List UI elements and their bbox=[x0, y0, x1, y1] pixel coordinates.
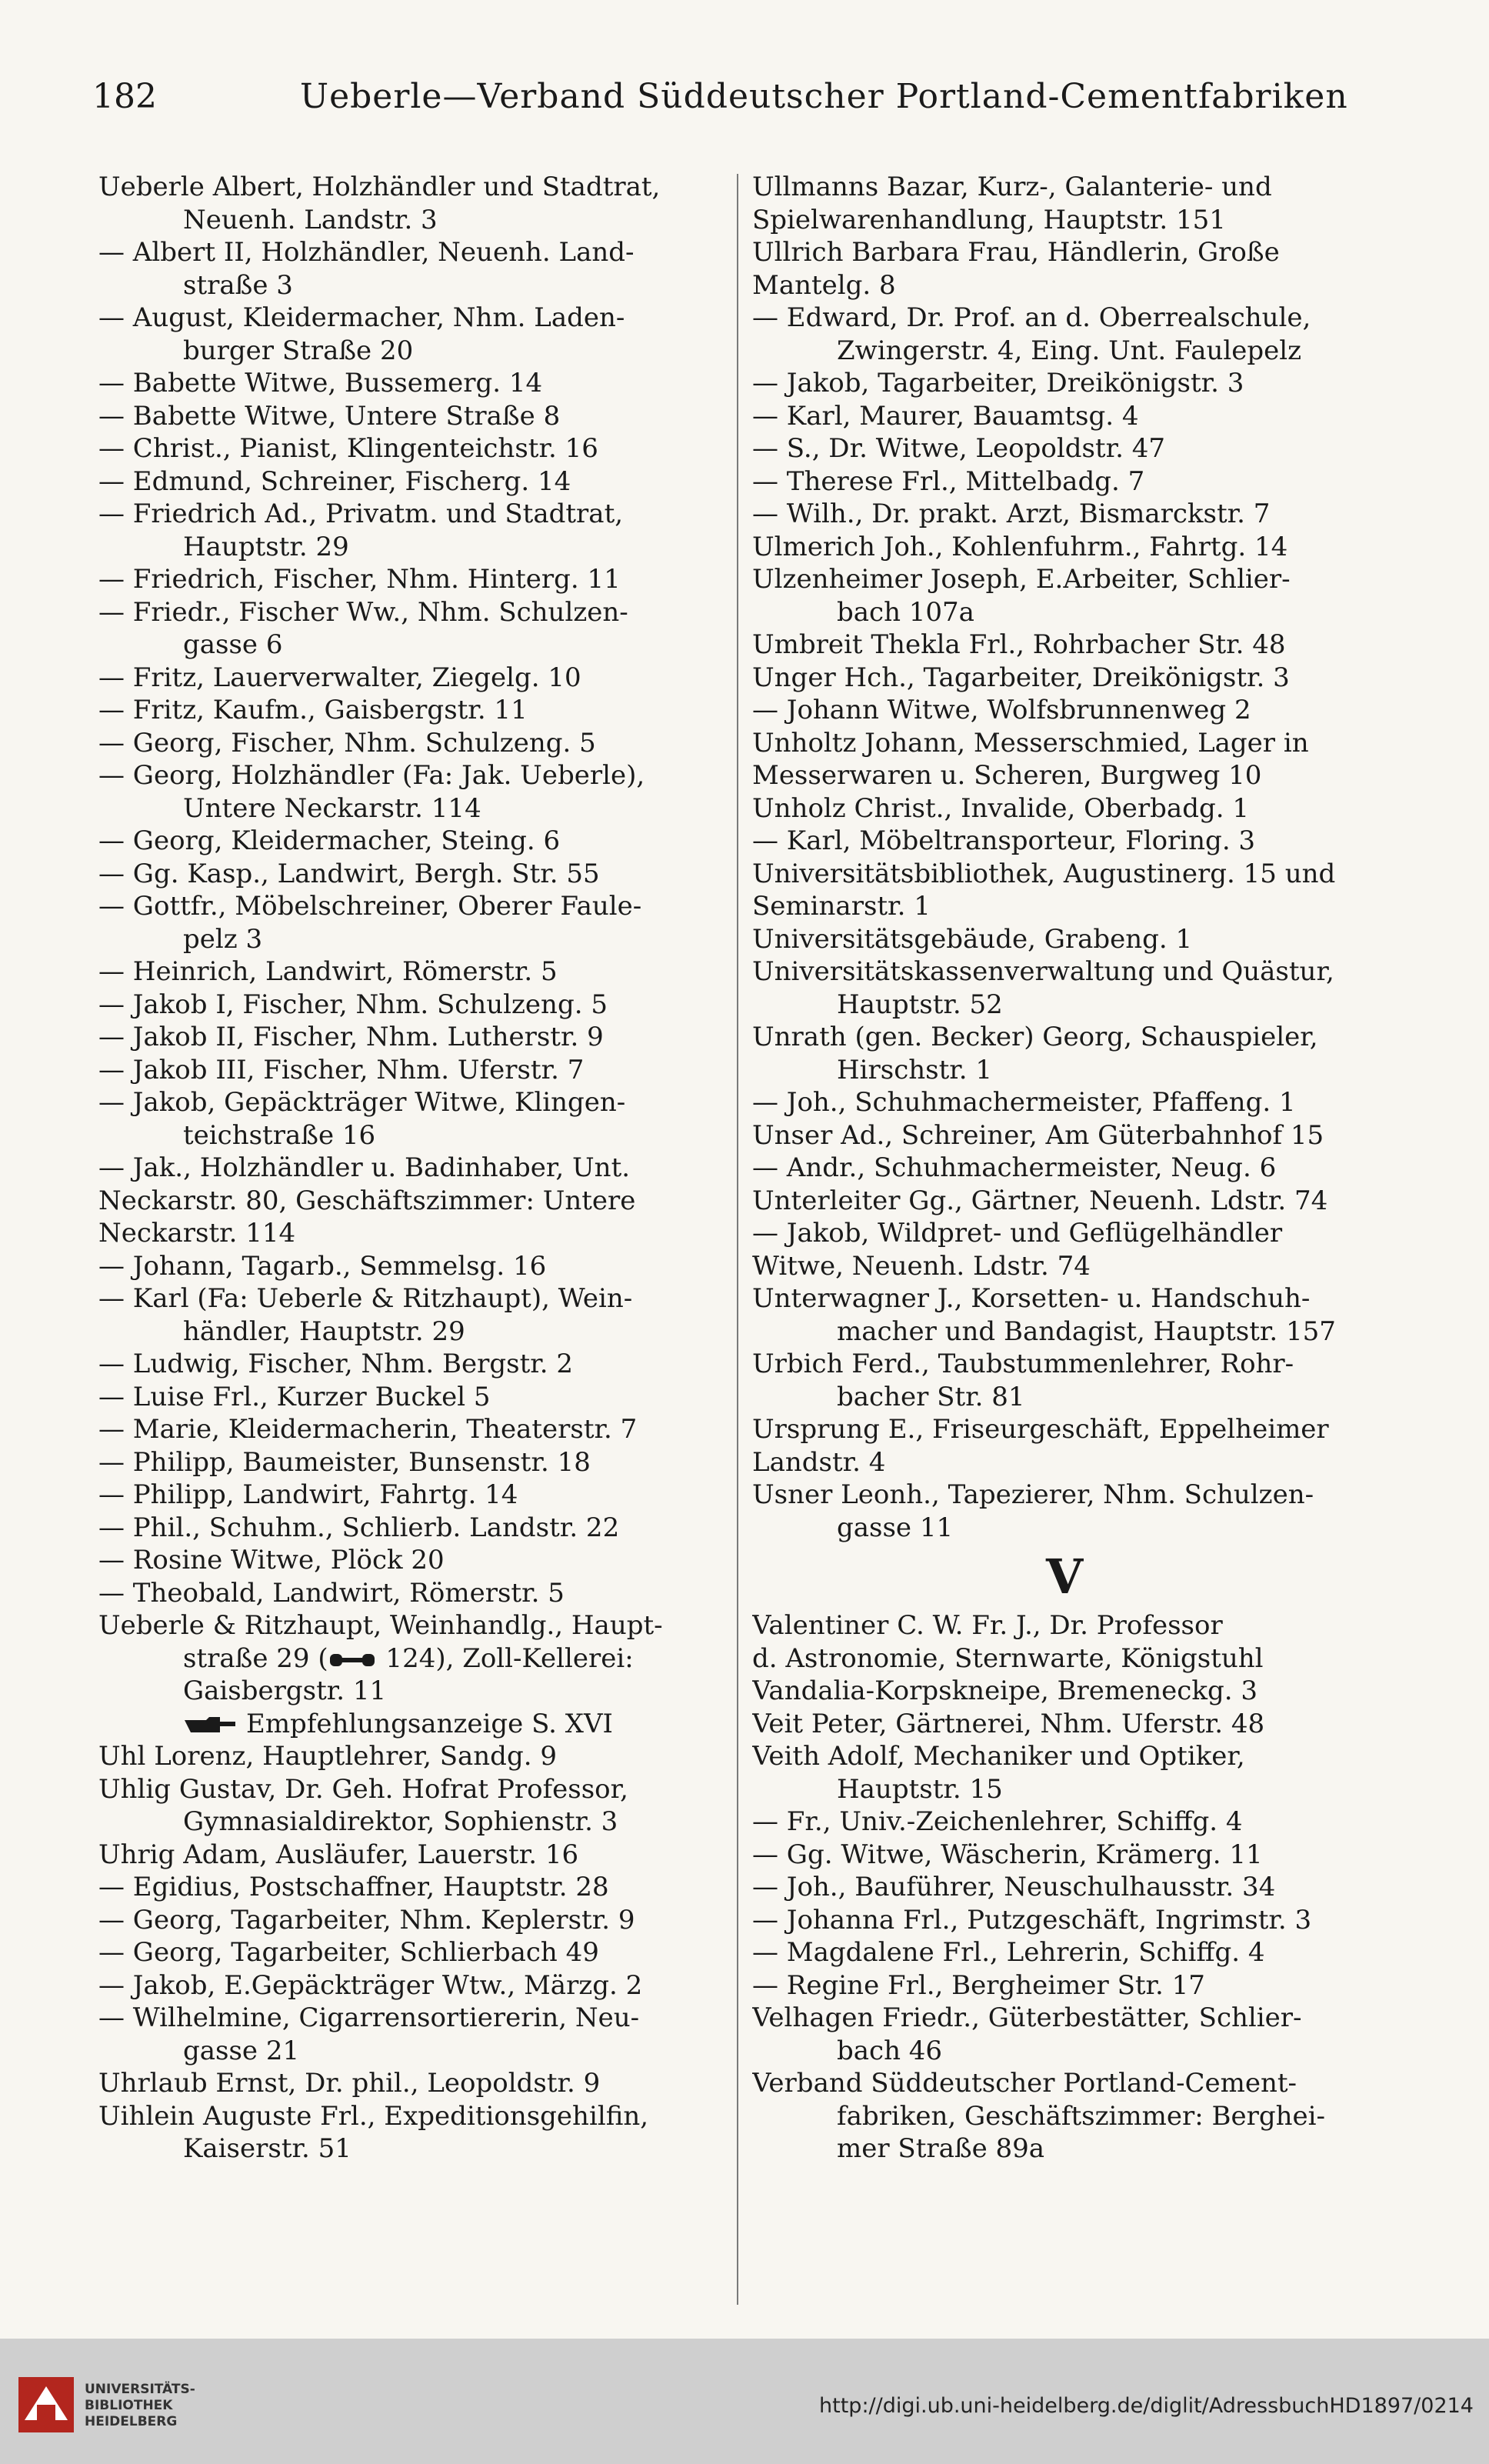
directory-line bbox=[752, 1119, 1377, 1152]
pointing-hand-icon bbox=[183, 1715, 237, 1735]
directory-line-text: — Georg, Tagarbeiter, Schlierbach 49 bbox=[98, 1937, 599, 1968]
directory-line bbox=[752, 498, 1377, 531]
directory-line bbox=[752, 432, 1377, 465]
directory-line-text: Untere Neckarstr. 114 bbox=[183, 792, 481, 824]
directory-line bbox=[98, 923, 729, 956]
directory-line bbox=[752, 1969, 1377, 2002]
directory-line-text: — Magdalene Frl., Lehrerin, Schiffg. 4 bbox=[752, 1937, 1265, 1968]
directory-line bbox=[98, 335, 729, 368]
directory-line-text: gasse 11 bbox=[837, 1512, 954, 1543]
directory-line-text: — Friedrich, Fischer, Nhm. Hinterg. 11 bbox=[98, 564, 621, 595]
directory-line-text: Uhrig Adam, Ausläufer, Lauerstr. 16 bbox=[98, 1839, 579, 1870]
directory-line-text: — Jakob, Wildpret- und Geflügelhändler bbox=[752, 1218, 1283, 1249]
directory-line-text: Unrath (gen. Becker) Georg, Schauspieler, bbox=[752, 1022, 1318, 1052]
directory-line bbox=[752, 236, 1377, 269]
directory-line bbox=[98, 465, 729, 498]
directory-line bbox=[98, 1054, 729, 1087]
directory-line-text: — Egidius, Postschaffner, Hauptstr. 28 bbox=[98, 1872, 609, 1902]
directory-line bbox=[752, 1217, 1377, 1250]
directory-line-text: Urbich Ferd., Taubstummenlehrer, Rohr- bbox=[752, 1349, 1294, 1379]
directory-line-text: Seminarstr. 1 bbox=[752, 891, 931, 922]
directory-line bbox=[98, 1642, 729, 1675]
directory-line bbox=[752, 1185, 1377, 1218]
directory-line-text: — Friedrich Ad., Privatm. und Stadtrat, bbox=[98, 498, 624, 529]
directory-line-text: Spielwarenhandlung, Hauptstr. 151 bbox=[752, 204, 1226, 235]
directory-line-text: Neuenh. Landstr. 3 bbox=[183, 204, 438, 235]
directory-line bbox=[752, 1805, 1377, 1839]
directory-line-text: — Edward, Dr. Prof. an d. Oberrealschule, bbox=[752, 302, 1311, 333]
directory-line-text: — Friedr., Fischer Ww., Nhm. Schulzen- bbox=[98, 596, 628, 628]
directory-line-text: straße 3 bbox=[183, 269, 293, 301]
directory-line bbox=[98, 1512, 729, 1545]
directory-line bbox=[98, 2035, 729, 2068]
directory-line-text: Veith Adolf, Mechaniker und Optiker, bbox=[752, 1741, 1245, 1772]
directory-line-text: — Andr., Schuhmachermeister, Neug. 6 bbox=[752, 1152, 1277, 1183]
directory-line-text: — Joh., Schuhmachermeister, Pfaffeng. 1 bbox=[752, 1087, 1296, 1118]
directory-line bbox=[752, 662, 1377, 695]
directory-line-text: Gaisbergstr. 11 bbox=[183, 1675, 387, 1706]
directory-line bbox=[752, 563, 1377, 596]
directory-line bbox=[752, 1348, 1377, 1381]
directory-line bbox=[98, 302, 729, 335]
directory-line bbox=[752, 1054, 1377, 1087]
column-divider bbox=[737, 174, 738, 2305]
directory-line bbox=[98, 1250, 729, 1283]
directory-line-text: — Johann, Tagarb., Semmelsg. 16 bbox=[98, 1250, 547, 1282]
directory-line-text: — Gg. Witwe, Wäscherin, Krämerg. 11 bbox=[752, 1839, 1263, 1870]
directory-line bbox=[98, 1348, 729, 1381]
source-url-link[interactable]: http://digi.ub.uni-heidelberg.de/diglit/AdressbuchHD1897/0214 bbox=[819, 2394, 1474, 2418]
directory-line bbox=[98, 432, 729, 465]
directory-line-text: — Johanna Frl., Putzgeschäft, Ingrimstr. 3 bbox=[752, 1904, 1312, 1936]
directory-line bbox=[752, 1152, 1377, 1185]
directory-line bbox=[98, 1805, 729, 1839]
directory-line bbox=[98, 2100, 729, 2133]
directory-line-text: — Therese Frl., Mittelbadg. 7 bbox=[752, 465, 1145, 497]
directory-line-text: Gymnasialdirektor, Sophienstr. 3 bbox=[183, 1806, 618, 1837]
directory-line-text: Witwe, Neuenh. Ldstr. 74 bbox=[752, 1250, 1091, 1282]
directory-line-text: Ulmerich Joh., Kohlenfuhrm., Fahrtg. 14 bbox=[752, 531, 1288, 562]
directory-line bbox=[752, 1675, 1377, 1708]
directory-line-text: — Fritz, Kaufm., Gaisbergstr. 11 bbox=[98, 695, 528, 725]
directory-line-text: — Jakob, Tagarbeiter, Dreikönigstr. 3 bbox=[752, 368, 1244, 398]
library-logo-icon bbox=[15, 2374, 77, 2436]
phone-entry-suffix: 124), Zoll-Kellerei: bbox=[377, 1642, 634, 1674]
directory-line bbox=[752, 825, 1377, 858]
directory-line-text: händler, Hauptstr. 29 bbox=[183, 1315, 465, 1347]
directory-line-text: Unterleiter Gg., Gärtner, Neuenh. Ldstr. 74 bbox=[752, 1185, 1328, 1216]
directory-line bbox=[98, 1381, 729, 1414]
right-column bbox=[752, 171, 1377, 2166]
directory-line-text: Velhagen Friedr., Güterbestätter, Schlier- bbox=[752, 2002, 1302, 2033]
directory-line bbox=[98, 1021, 729, 1054]
directory-line bbox=[98, 236, 729, 269]
directory-line-text: gasse 21 bbox=[183, 2035, 300, 2066]
running-head: Ueberle—Verband Süddeutscher Portland-Cementfabriken bbox=[300, 77, 1348, 116]
directory-line bbox=[752, 694, 1377, 727]
directory-line-text: gasse 6 bbox=[183, 629, 283, 660]
directory-line-text: Uhl Lorenz, Hauptlehrer, Sandg. 9 bbox=[98, 1741, 557, 1772]
directory-line bbox=[98, 204, 729, 237]
directory-line bbox=[98, 531, 729, 564]
directory-line bbox=[98, 1479, 729, 1512]
directory-line-text: — Georg, Kleidermacher, Steing. 6 bbox=[98, 825, 561, 856]
directory-line-text: — Jakob, E.Gepäckträger Wtw., Märzg. 2 bbox=[98, 1969, 643, 2001]
directory-line bbox=[98, 400, 729, 433]
directory-line bbox=[752, 1708, 1377, 1741]
directory-line-text: — Georg, Tagarbeiter, Nhm. Keplerstr. 9 bbox=[98, 1904, 635, 1936]
directory-line-text: Mantelg. 8 bbox=[752, 269, 896, 301]
directory-line-text: burger Straße 20 bbox=[183, 335, 414, 366]
directory-line bbox=[98, 1773, 729, 1806]
directory-line-text: — Edmund, Schreiner, Fischerg. 14 bbox=[98, 465, 571, 497]
directory-line bbox=[752, 923, 1377, 956]
directory-line-text: — Joh., Bauführer, Neuschulhausstr. 34 bbox=[752, 1872, 1276, 1902]
directory-line bbox=[98, 989, 729, 1022]
directory-line-text: Empfehlungsanzeige S. XVI bbox=[246, 1708, 613, 1739]
directory-line bbox=[98, 1609, 729, 1642]
directory-line bbox=[752, 955, 1377, 989]
directory-line-text: — Fr., Univ.-Zeichenlehrer, Schiffg. 4 bbox=[752, 1806, 1243, 1837]
directory-line-text: Unger Hch., Tagarbeiter, Dreikönigstr. 3 bbox=[752, 662, 1290, 693]
directory-line bbox=[752, 1740, 1377, 1773]
directory-line bbox=[98, 629, 729, 662]
directory-line bbox=[752, 2132, 1377, 2166]
directory-line-text: Unholz Christ., Invalide, Oberbadg. 1 bbox=[752, 792, 1249, 824]
directory-line bbox=[98, 2002, 729, 2035]
directory-line bbox=[752, 302, 1377, 335]
directory-line-text: Zwingerstr. 4, Eing. Unt. Faulepelz bbox=[837, 335, 1302, 366]
directory-line bbox=[752, 1413, 1377, 1446]
left-column bbox=[98, 171, 729, 2166]
directory-line-text: — Ludwig, Fischer, Nhm. Bergstr. 2 bbox=[98, 1349, 574, 1379]
directory-line-text: — Jak., Holzhändler u. Badinhaber, Unt. bbox=[98, 1152, 631, 1183]
directory-line-text: macher und Bandagist, Hauptstr. 157 bbox=[837, 1315, 1336, 1347]
directory-line bbox=[752, 1250, 1377, 1283]
directory-line-text: Uhlig Gustav, Dr. Geh. Hofrat Professor, bbox=[98, 1773, 628, 1805]
directory-line-text: — Karl, Möbeltransporteur, Floring. 3 bbox=[752, 825, 1256, 856]
directory-line-text: Hirschstr. 1 bbox=[837, 1054, 993, 1085]
footer-bar bbox=[0, 2339, 1489, 2464]
directory-line-text: — Fritz, Lauerverwalter, Ziegelg. 10 bbox=[98, 662, 581, 693]
directory-line bbox=[98, 1969, 729, 2002]
directory-line bbox=[98, 563, 729, 596]
directory-line bbox=[98, 498, 729, 531]
directory-line bbox=[752, 400, 1377, 433]
directory-line-text: — Jakob, Gepäckträger Witwe, Klingen- bbox=[98, 1087, 626, 1118]
directory-line-text: — Jakob I, Fischer, Nhm. Schulzeng. 5 bbox=[98, 989, 608, 1020]
directory-line bbox=[98, 171, 729, 204]
directory-line-text: Universitätskassenverwaltung und Quästur, bbox=[752, 956, 1334, 987]
directory-line bbox=[98, 955, 729, 989]
directory-line-text: — Babette Witwe, Untere Straße 8 bbox=[98, 400, 561, 432]
directory-line-text: — Rosine Witwe, Plöck 20 bbox=[98, 1545, 445, 1575]
directory-line bbox=[752, 858, 1377, 891]
directory-line bbox=[752, 1446, 1377, 1479]
directory-line-text: Neckarstr. 114 bbox=[98, 1218, 296, 1249]
directory-line-text: — Phil., Schuhm., Schlierb. Landstr. 22 bbox=[98, 1512, 620, 1543]
directory-line bbox=[752, 1021, 1377, 1054]
telephone-icon bbox=[328, 1651, 378, 1669]
directory-line-text: Messerwaren u. Scheren, Burgweg 10 bbox=[752, 760, 1262, 791]
page-header bbox=[92, 77, 1446, 123]
directory-line bbox=[752, 367, 1377, 400]
directory-line-text: — Karl (Fa: Ueberle & Ritzhaupt), Wein- bbox=[98, 1283, 633, 1314]
directory-line bbox=[752, 596, 1377, 629]
directory-line bbox=[98, 792, 729, 825]
directory-line-text: — Wilhelmine, Cigarrensortiererin, Neu- bbox=[98, 2002, 640, 2033]
directory-line-text: — Philipp, Baumeister, Bunsenstr. 18 bbox=[98, 1446, 591, 1478]
directory-line bbox=[98, 1086, 729, 1119]
directory-line-text: d. Astronomie, Sternwarte, Königstuhl bbox=[752, 1642, 1264, 1674]
directory-line-text: — Wilh., Dr. prakt. Arzt, Bismarckstr. 7 bbox=[752, 498, 1271, 529]
directory-line-text: Landstr. 4 bbox=[752, 1446, 886, 1478]
directory-line bbox=[752, 727, 1377, 760]
directory-line-text: — Philipp, Landwirt, Fahrtg. 14 bbox=[98, 1479, 518, 1510]
directory-line bbox=[752, 1282, 1377, 1315]
directory-line-text: Uihlein Auguste Frl., Expeditionsgehilfin, bbox=[98, 2100, 649, 2132]
directory-line-text: Kaiserstr. 51 bbox=[183, 2133, 351, 2164]
library-name: UNIVERSITÄTS- BIBLIOTHEK HEIDELBERG bbox=[85, 2382, 195, 2429]
directory-line-text: Uhrlaub Ernst, Dr. phil., Leopoldstr. 9 bbox=[98, 2068, 601, 2099]
directory-line bbox=[98, 1936, 729, 1969]
directory-line bbox=[98, 1446, 729, 1479]
directory-line-text: bach 46 bbox=[837, 2035, 943, 2066]
directory-line-text: — August, Kleidermacher, Nhm. Laden- bbox=[98, 302, 625, 333]
directory-line bbox=[98, 1740, 729, 1773]
directory-line-text: — Gg. Kasp., Landwirt, Bergh. Str. 55 bbox=[98, 858, 600, 889]
directory-line bbox=[752, 1512, 1377, 1545]
directory-line-text: — Jakob III, Fischer, Nhm. Uferstr. 7 bbox=[98, 1054, 585, 1085]
directory-line-text: Neckarstr. 80, Geschäftszimmer: Untere bbox=[98, 1185, 636, 1216]
directory-line bbox=[752, 890, 1377, 923]
directory-line-text: Unholtz Johann, Messerschmied, Lager in bbox=[752, 727, 1309, 759]
directory-line bbox=[98, 1119, 729, 1152]
directory-line-text: — Gottfr., Möbelschreiner, Oberer Faule- bbox=[98, 891, 642, 922]
directory-line-text: fabriken, Geschäftszimmer: Berghei- bbox=[837, 2100, 1326, 2132]
page-number: 182 bbox=[92, 77, 157, 116]
directory-line-text: Ullrich Barbara Frau, Händlerin, Große bbox=[752, 237, 1280, 268]
directory-line-text: — Theobald, Landwirt, Römerstr. 5 bbox=[98, 1577, 565, 1609]
directory-line-text: Unterwagner J., Korsetten- u. Handschuh- bbox=[752, 1283, 1311, 1314]
directory-line-text: Usner Leonh., Tapezierer, Nhm. Schulzen- bbox=[752, 1479, 1314, 1510]
directory-line bbox=[752, 335, 1377, 368]
directory-line-text: Universitätsgebäude, Grabeng. 1 bbox=[752, 923, 1193, 955]
directory-line-text: Hauptstr. 52 bbox=[837, 989, 1003, 1020]
directory-line bbox=[98, 1152, 729, 1185]
directory-line bbox=[752, 2067, 1377, 2100]
directory-line bbox=[98, 2067, 729, 2100]
directory-line bbox=[98, 1185, 729, 1218]
directory-line-text: Umbreit Thekla Frl., Rohrbacher Str. 48 bbox=[752, 629, 1286, 660]
directory-line bbox=[98, 694, 729, 727]
directory-line bbox=[752, 465, 1377, 498]
directory-line bbox=[98, 1577, 729, 1610]
directory-line bbox=[98, 367, 729, 400]
directory-line-text: Ursprung E., Friseurgeschäft, Eppelheimer bbox=[752, 1414, 1329, 1445]
directory-line-text: V bbox=[1045, 1549, 1084, 1605]
directory-line-text: Ueberle Albert, Holzhändler und Stadtrat, bbox=[98, 172, 661, 202]
directory-line bbox=[98, 1904, 729, 1937]
directory-line-text: Veit Peter, Gärtnerei, Nhm. Uferstr. 48 bbox=[752, 1708, 1265, 1739]
directory-line bbox=[98, 596, 729, 629]
directory-line bbox=[752, 1086, 1377, 1119]
directory-line bbox=[98, 858, 729, 891]
directory-line bbox=[98, 269, 729, 302]
directory-line bbox=[752, 1609, 1377, 1642]
directory-line bbox=[98, 890, 729, 923]
directory-line bbox=[752, 1773, 1377, 1806]
directory-line-text: Hauptstr. 15 bbox=[837, 1773, 1003, 1805]
directory-line-text: Unser Ad., Schreiner, Am Güterbahnhof 15 bbox=[752, 1119, 1324, 1151]
directory-line-text: bacher Str. 81 bbox=[837, 1381, 1025, 1412]
directory-line bbox=[752, 531, 1377, 564]
directory-line bbox=[752, 759, 1377, 792]
directory-line bbox=[752, 792, 1377, 825]
directory-line-text: — Georg, Fischer, Nhm. Schulzeng. 5 bbox=[98, 727, 596, 759]
directory-line bbox=[98, 1315, 729, 1349]
directory-line bbox=[752, 1936, 1377, 1969]
directory-line-text: — Karl, Maurer, Bauamtsg. 4 bbox=[752, 400, 1139, 432]
directory-line-text: — Regine Frl., Bergheimer Str. 17 bbox=[752, 1969, 1205, 2001]
directory-line-text: pelz 3 bbox=[183, 923, 263, 955]
directory-line bbox=[98, 1675, 729, 1708]
directory-line bbox=[752, 2100, 1377, 2133]
directory-line bbox=[752, 1642, 1377, 1675]
directory-line-text: — Albert II, Holzhändler, Neuenh. Land- bbox=[98, 237, 635, 268]
directory-line bbox=[752, 2035, 1377, 2068]
directory-line-text: — Jakob II, Fischer, Nhm. Lutherstr. 9 bbox=[98, 1022, 604, 1052]
directory-line bbox=[98, 759, 729, 792]
directory-line bbox=[98, 825, 729, 858]
directory-line-text: Hauptstr. 29 bbox=[183, 531, 349, 562]
directory-line bbox=[752, 204, 1377, 237]
directory-line-text: — S., Dr. Witwe, Leopoldstr. 47 bbox=[752, 433, 1165, 464]
directory-line bbox=[752, 1871, 1377, 1904]
directory-line bbox=[98, 1217, 729, 1250]
directory-line-text: bach 107a bbox=[837, 596, 974, 628]
directory-line bbox=[752, 171, 1377, 204]
directory-line-text: — Johann Witwe, Wolfsbrunnenweg 2 bbox=[752, 695, 1251, 725]
directory-line-text: — Babette Witwe, Bussemerg. 14 bbox=[98, 368, 543, 398]
section-letter bbox=[752, 1544, 1377, 1609]
directory-line bbox=[752, 1839, 1377, 1872]
directory-line-text: Valentiner C. W. Fr. J., Dr. Professor bbox=[752, 1610, 1223, 1641]
directory-line-text: — Christ., Pianist, Klingenteichstr. 16 bbox=[98, 433, 598, 464]
directory-line-text: — Heinrich, Landwirt, Römerstr. 5 bbox=[98, 956, 558, 987]
directory-line bbox=[752, 1315, 1377, 1349]
directory-line bbox=[752, 1479, 1377, 1512]
directory-line-text: — Marie, Kleidermacherin, Theaterstr. 7 bbox=[98, 1414, 638, 1445]
directory-line-text: Universitätsbibliothek, Augustinerg. 15 und bbox=[752, 858, 1336, 889]
directory-line-text: Verband Süddeutscher Portland-Cement- bbox=[752, 2068, 1297, 2099]
directory-line bbox=[752, 1381, 1377, 1414]
directory-line bbox=[98, 1413, 729, 1446]
directory-line-text: — Georg, Holzhändler (Fa: Jak. Ueberle), bbox=[98, 760, 645, 791]
directory-line-text: Ueberle & Ritzhaupt, Weinhandlg., Haupt- bbox=[98, 1610, 663, 1641]
directory-line bbox=[98, 1544, 729, 1577]
directory-line bbox=[98, 1839, 729, 1872]
directory-line bbox=[752, 269, 1377, 302]
directory-line bbox=[752, 989, 1377, 1022]
directory-line bbox=[752, 629, 1377, 662]
directory-line bbox=[98, 727, 729, 760]
directory-line bbox=[98, 1871, 729, 1904]
directory-line bbox=[98, 662, 729, 695]
directory-line bbox=[752, 2002, 1377, 2035]
directory-line-text: mer Straße 89a bbox=[837, 2133, 1045, 2164]
directory-line-text: — Luise Frl., Kurzer Buckel 5 bbox=[98, 1381, 491, 1412]
directory-line bbox=[98, 2132, 729, 2166]
directory-line-text: Vandalia-Korpskneipe, Bremeneckg. 3 bbox=[752, 1675, 1257, 1706]
directory-line-text: teichstraße 16 bbox=[183, 1119, 376, 1151]
directory-line bbox=[752, 1904, 1377, 1937]
directory-line-text: straße 29 ( bbox=[183, 1642, 328, 1674]
directory-line-text: Ullmanns Bazar, Kurz-, Galanterie- und bbox=[752, 172, 1272, 202]
directory-line bbox=[98, 1708, 729, 1741]
directory-line bbox=[98, 1282, 729, 1315]
directory-line-text: Ulzenheimer Joseph, E.Arbeiter, Schlier- bbox=[752, 564, 1291, 595]
